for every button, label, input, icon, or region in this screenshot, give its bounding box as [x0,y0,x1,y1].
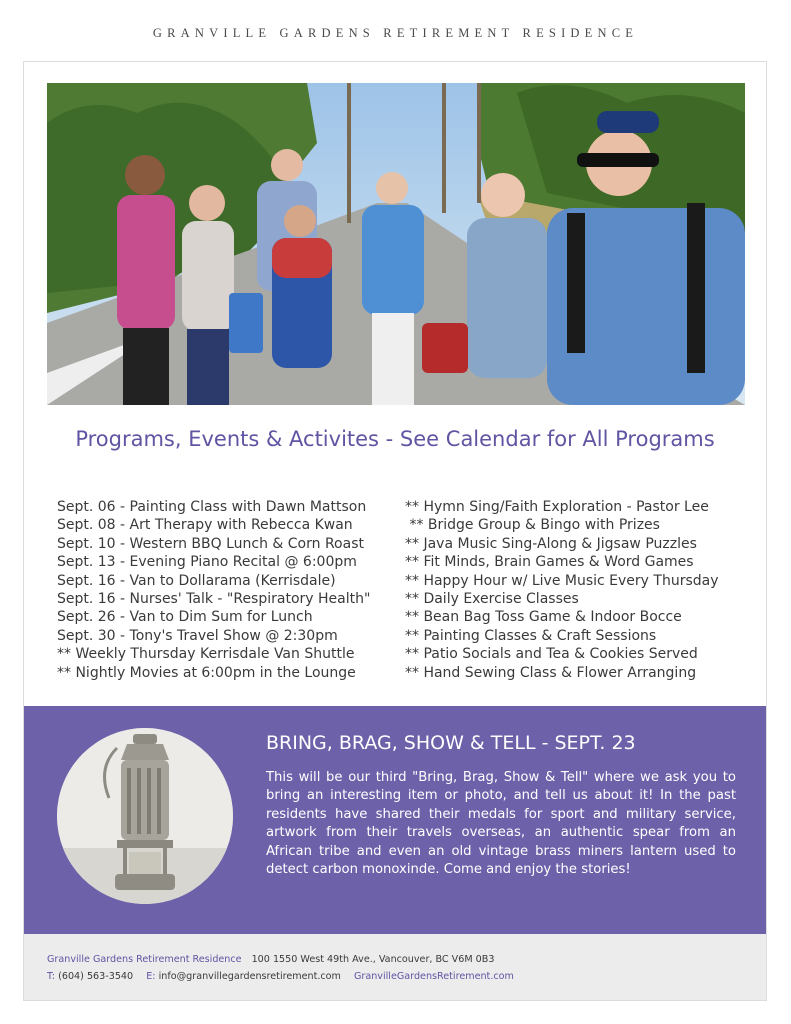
list-item: Sept. 16 - Nurses' Talk - "Respiratory Health" [57,590,371,607]
footer-phone[interactable]: (604) 563-3540 [58,971,134,982]
footer-phone-label: T: [47,971,56,982]
list-item: Sept. 10 - Western BBQ Lunch & Corn Roast [57,535,364,552]
list-item: ** Bean Bag Toss Game & Indoor Bocce [405,609,682,626]
programs-headline: Programs, Events & Activites - See Calendar for All Programs [75,427,715,451]
list-item: ** Nightly Movies at 6:00pm in the Lounge [57,664,356,681]
lantern-photo [57,728,233,904]
flyer-card [23,61,767,1001]
group-photo [47,83,745,405]
list-item: ** Daily Exercise Classes [405,590,579,607]
list-item: ** Patio Socials and Tea & Cookies Served [405,646,698,663]
footer-email-label: E: [146,971,156,982]
list-item: ** Painting Classes & Craft Sessions [405,627,657,644]
list-item: ** Bridge Group & Bingo with Prizes [405,517,660,534]
list-item: Sept. 06 - Painting Class with Dawn Mattson [57,499,367,515]
feature-body: This will be our third "Bring, Brag, Show & Tell" where we ask you to bring an interesting item or photo, and tell us about it! In the past residents have shared their medals for sport and military service, artwork from their travels overseas, an authentic spear from an African tribe and even an old vintage brass miners lantern used to detect carbon monoxinde. Come and enjoy the stories! [266,770,736,878]
list-item: ** Happy Hour w/ Live Music Every Thursday [405,572,719,589]
footer-address: 100 1550 West 49th Ave., Vancouver, BC V6M 0B3 [251,954,495,965]
events-list-right [405,498,719,682]
footer-contact-row [47,971,514,982]
group-photo-illustration [47,83,745,405]
list-item: ** Hymn Sing/Faith Exploration - Pastor Lee [405,499,709,515]
footer-email-link[interactable]: info@granvillegardensretirement.com [158,971,341,982]
list-item: Sept. 16 - Van to Dollarama (Kerrisdale) [57,572,336,589]
list-item: ** Java Music Sing-Along & Jigsaw Puzzles [405,535,697,552]
list-item: Sept. 08 - Art Therapy with Rebecca Kwan [57,517,353,534]
masthead: GRANVILLE GARDENS RETIREMENT RESIDENCE [152,26,639,40]
footer-residence-name: Granville Gardens Retirement Residence [47,954,242,965]
list-item: Sept. 13 - Evening Piano Recital @ 6:00pm [57,554,357,571]
footer-website-link[interactable]: GranvilleGardensRetirement.com [353,971,514,982]
list-item: ** Weekly Thursday Kerrisdale Van Shuttle [57,646,355,663]
list-item: Sept. 26 - Van to Dim Sum for Lunch [57,609,313,626]
events-list-left [57,498,370,682]
feature-title: BRING, BRAG, SHOW & TELL - SEPT. 23 [266,732,636,754]
footer [24,934,767,1001]
list-item: Sept. 30 - Tony's Travel Show @ 2:30pm [57,627,338,644]
lantern-illustration [57,728,233,904]
list-item: ** Hand Sewing Class & Flower Arranging [405,664,697,681]
footer-address-row [47,954,494,965]
list-item: ** Fit Minds, Brain Games & Word Games [405,554,694,571]
show-and-tell-feature [24,706,767,934]
